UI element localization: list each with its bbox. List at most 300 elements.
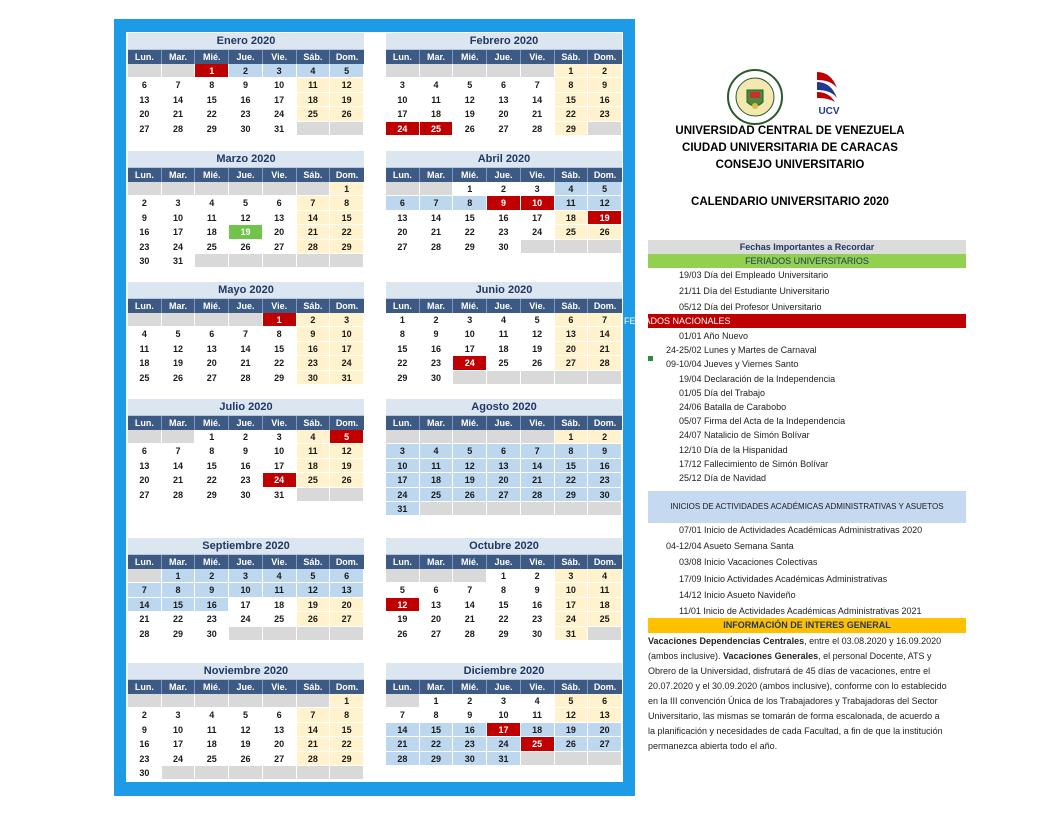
day-cell: 5 [330, 430, 364, 444]
day-cell: 24 [263, 107, 297, 121]
inicios-header: INICIOS DE ACTIVIDADES ACADÉMICAS ADMINISTRATIVAS Y ASUETOS [648, 491, 966, 523]
day-cell: 1 [195, 64, 229, 78]
empty-day-cell [297, 122, 331, 136]
general-text-2: , el personal Docente, ATS y Obrero de la Universidad, disfrutará de 45 días de vacaciones, entre el 20.07.2020 y el 30.09.2020 (ambos inclusive), conforme con lo establecido en la III convención Única de los Trabajadores y Trabajadoras del Sector Universitario, las mismas se tomarán de forma escalonada, de acuerdo a la planificación y necesidades de cada Facultad, a fin de que la institución permanezca abierta todo el año. [648, 651, 947, 751]
calendar-title: CALENDARIO UNIVERSITARIO 2020 [691, 196, 889, 208]
week-row [128, 473, 364, 487]
empty-day-cell [229, 313, 263, 327]
day-cell: 30 [297, 371, 331, 385]
list-item: 01/01 Año Nuevo [679, 331, 749, 341]
day-cell: 19 [297, 598, 331, 612]
weekday-label: Mar. [162, 168, 196, 182]
day-cell: 11 [420, 93, 454, 107]
day-cell: 6 [263, 708, 297, 722]
day-cell: 1 [555, 430, 589, 444]
day-cell: 9 [521, 583, 555, 597]
cell-marker [648, 356, 653, 361]
weekday-label: Dom. [335, 557, 359, 567]
day-cell: 2 [128, 708, 162, 722]
day-cell: 25 [195, 240, 229, 254]
empty-day-cell [453, 430, 487, 444]
day-cell: 18 [195, 737, 229, 751]
weekday-label: Jue. [487, 168, 521, 182]
day-cell: 4 [588, 569, 622, 583]
day-cell: 23 [229, 107, 263, 121]
day-cell: 14 [297, 211, 331, 225]
weekday-label: Sáb. [555, 555, 589, 569]
day-cell: 22 [555, 107, 589, 121]
day-cell: 19 [453, 107, 487, 121]
day-cell: 11 [555, 196, 589, 210]
empty-day-cell [386, 182, 420, 196]
week-row [128, 254, 364, 268]
day-cell: 16 [588, 459, 622, 473]
week-row [386, 371, 622, 385]
weekday-label: Mar. [162, 680, 196, 694]
day-cell: 16 [229, 459, 263, 473]
day-cell: 4 [420, 78, 454, 92]
week-row [128, 752, 364, 766]
list-item: 19/03 Día del Empleado Universitario [679, 270, 829, 280]
day-cell: 9 [229, 444, 263, 458]
month-calendar [128, 282, 364, 385]
weekday-label: Vie. [521, 416, 555, 430]
day-cell: 18 [487, 342, 521, 356]
list-item: 24/07 Natalicio de Simón Bolívar [679, 430, 810, 441]
week-row [386, 473, 622, 487]
week-row [386, 64, 622, 78]
empty-day-cell [487, 64, 521, 78]
day-cell: 28 [229, 371, 263, 385]
day-cell: 11 [588, 583, 622, 597]
day-cell: 4 [297, 430, 331, 444]
weekday-label: Sáb. [297, 555, 331, 569]
weekday-header-row [128, 680, 364, 694]
weekday-label: Sáb. [555, 680, 589, 694]
list-item: 12/10 Día de la Hispanidad [679, 444, 788, 455]
weekday-label: Vie. [263, 680, 297, 694]
day-cell: 26 [229, 752, 263, 766]
day-cell: 1 [386, 313, 420, 327]
day-cell: 25 [588, 612, 622, 626]
weekday-label: Jue. [229, 50, 263, 64]
weekday-label: Sáb. [555, 416, 589, 430]
day-cell: 21 [386, 737, 420, 751]
empty-day-cell [229, 627, 263, 641]
empty-day-cell [521, 430, 555, 444]
day-cell: 9 [487, 196, 521, 210]
weekday-label: Vie. [521, 555, 555, 569]
day-cell: 15 [453, 211, 487, 225]
day-cell: 8 [555, 78, 589, 92]
day-cell: 16 [487, 211, 521, 225]
week-row [386, 196, 622, 210]
empty-day-cell [162, 64, 196, 78]
weekday-label: Vie. [263, 168, 297, 182]
day-cell: 3 [386, 78, 420, 92]
empty-day-cell [555, 752, 589, 766]
day-cell: 6 [555, 313, 589, 327]
day-cell: 19 [229, 225, 263, 239]
day-cell: 24 [229, 612, 263, 626]
day-cell: 18 [263, 598, 297, 612]
day-cell: 31 [263, 122, 297, 136]
day-cell: 13 [487, 459, 521, 473]
day-cell: 27 [588, 737, 622, 751]
day-cell: 10 [263, 78, 297, 92]
list-item: 07/01 Inicio de Actividades Académicas Administrativas 2020 [679, 525, 923, 535]
day-cell: 24 [555, 612, 589, 626]
weekday-label: Mar. [420, 680, 454, 694]
day-cell: 12 [521, 327, 555, 341]
list-item: 25/12 Día de Navidad [679, 473, 767, 483]
day-cell: 23 [521, 612, 555, 626]
weekday-label: Mié. [195, 299, 229, 313]
general-bold-2: Vacaciones Generales [723, 651, 819, 661]
day-cell: 8 [453, 196, 487, 210]
day-cell: 26 [386, 627, 420, 641]
general-info-header: INFORMACIÓN DE INTERES GENERAL [648, 618, 966, 633]
day-cell: 18 [297, 459, 331, 473]
day-cell: 24 [386, 488, 420, 502]
weekday-label: Jue. [229, 299, 263, 313]
empty-day-cell [195, 182, 229, 196]
list-item: 14/12 Inicio Asueto Navideño [679, 589, 796, 600]
empty-day-cell [330, 122, 364, 136]
day-cell: 21 [128, 612, 162, 626]
day-cell: 5 [229, 196, 263, 210]
month-calendar [386, 399, 622, 516]
day-cell: 9 [297, 327, 331, 341]
day-cell: 26 [453, 488, 487, 502]
day-cell: 12 [297, 583, 331, 597]
weekday-label: Vie. [263, 299, 297, 313]
day-cell: 21 [229, 356, 263, 370]
day-cell: 22 [453, 225, 487, 239]
empty-day-cell [128, 182, 162, 196]
day-cell: 12 [588, 196, 622, 210]
day-cell: 27 [555, 356, 589, 370]
day-cell: 7 [521, 444, 555, 458]
day-cell: 15 [487, 598, 521, 612]
day-cell: 28 [588, 356, 622, 370]
day-cell: 5 [386, 583, 420, 597]
day-cell: 20 [487, 473, 521, 487]
day-cell: 2 [420, 313, 454, 327]
day-cell: 4 [263, 569, 297, 583]
weekday-label: Dom. [593, 418, 617, 428]
week-row [128, 240, 364, 254]
week-row [128, 569, 364, 583]
day-cell: 17 [453, 342, 487, 356]
day-cell: 10 [555, 583, 589, 597]
weekday-label: Jue. [487, 680, 521, 694]
day-cell: 6 [128, 78, 162, 92]
day-cell: 3 [263, 64, 297, 78]
week-row [386, 694, 622, 708]
day-cell: 14 [297, 723, 331, 737]
weekday-label: Dom. [593, 301, 617, 311]
day-cell: 16 [229, 93, 263, 107]
week-row [128, 708, 364, 722]
day-cell: 4 [487, 313, 521, 327]
day-cell: 3 [521, 182, 555, 196]
day-cell: 29 [263, 371, 297, 385]
empty-day-cell [521, 64, 555, 78]
day-cell: 10 [453, 327, 487, 341]
list-item: 04-12/04 Asueto Semana Santa [666, 541, 794, 552]
weekday-label: Lun. [386, 555, 420, 569]
week-row [128, 327, 364, 341]
empty-day-cell [195, 694, 229, 708]
day-cell: 28 [297, 752, 331, 766]
weekday-label: Dom. [335, 52, 359, 62]
day-cell: 23 [588, 107, 622, 121]
week-row [386, 444, 622, 458]
day-cell: 25 [420, 488, 454, 502]
day-cell: 29 [195, 122, 229, 136]
day-cell: 2 [453, 694, 487, 708]
empty-day-cell [386, 430, 420, 444]
day-cell: 2 [229, 64, 263, 78]
day-cell: 1 [453, 182, 487, 196]
week-row [386, 627, 622, 641]
day-cell: 7 [588, 313, 622, 327]
day-cell: 26 [555, 737, 589, 751]
university-name: UNIVERSIDAD CENTRAL DE VENEZUELA [675, 125, 905, 137]
week-row [386, 225, 622, 239]
month-calendar [128, 151, 364, 268]
day-cell: 15 [386, 342, 420, 356]
day-cell: 23 [297, 356, 331, 370]
week-row [128, 356, 364, 370]
day-cell: 19 [330, 459, 364, 473]
day-cell: 7 [386, 708, 420, 722]
empty-day-cell [555, 502, 589, 516]
empty-day-cell [386, 694, 420, 708]
day-cell: 22 [162, 612, 196, 626]
day-cell: 28 [420, 240, 454, 254]
day-cell: 13 [487, 93, 521, 107]
day-cell: 7 [128, 583, 162, 597]
day-cell: 14 [588, 327, 622, 341]
day-cell: 17 [555, 598, 589, 612]
month-title: Enero 2020 [128, 33, 364, 50]
week-row [386, 107, 622, 121]
empty-day-cell [420, 64, 454, 78]
day-cell: 27 [487, 122, 521, 136]
day-cell: 27 [128, 122, 162, 136]
weekday-label: Lun. [386, 416, 420, 430]
list-item: 05/12 Día del Profesor Universitario [679, 302, 822, 312]
day-cell: 28 [297, 240, 331, 254]
weekday-label: Vie. [263, 555, 297, 569]
month-calendar [386, 663, 622, 766]
empty-day-cell [330, 488, 364, 502]
empty-day-cell [128, 313, 162, 327]
day-cell: 29 [386, 371, 420, 385]
day-cell: 20 [195, 356, 229, 370]
campus-name: CIUDAD UNIVERSITARIA DE CARACAS [682, 142, 898, 154]
week-row [386, 708, 622, 722]
day-cell: 1 [330, 694, 364, 708]
day-cell: 31 [555, 627, 589, 641]
day-cell: 21 [521, 473, 555, 487]
day-cell: 10 [521, 196, 555, 210]
day-cell: 8 [487, 583, 521, 597]
day-cell: 25 [487, 356, 521, 370]
weekday-label: Vie. [521, 50, 555, 64]
day-cell: 27 [487, 488, 521, 502]
weekday-label: Dom. [335, 301, 359, 311]
weekday-label: Sáb. [297, 50, 331, 64]
day-cell: 27 [386, 240, 420, 254]
week-row [128, 211, 364, 225]
day-cell: 9 [128, 723, 162, 737]
empty-day-cell [297, 694, 331, 708]
weekday-label: Vie. [521, 168, 555, 182]
day-cell: 30 [128, 766, 162, 780]
weekday-label: Jue. [229, 168, 263, 182]
empty-day-cell [263, 627, 297, 641]
day-cell: 6 [487, 78, 521, 92]
empty-day-cell [555, 371, 589, 385]
day-cell: 25 [297, 473, 331, 487]
weekday-header-row [128, 168, 364, 182]
day-cell: 8 [386, 327, 420, 341]
day-cell: 30 [128, 254, 162, 268]
day-cell: 26 [297, 612, 331, 626]
month-title: Junio 2020 [386, 282, 622, 299]
day-cell: 1 [555, 64, 589, 78]
empty-day-cell [162, 694, 196, 708]
general-bold-1: Vacaciones Dependencias Centrales [648, 636, 805, 646]
list-item: 24-25/02 Lunes y Martes de Carnaval [666, 345, 817, 356]
day-cell: 8 [330, 708, 364, 722]
empty-day-cell [162, 182, 196, 196]
weekday-label: Vie. [521, 299, 555, 313]
day-cell: 21 [162, 473, 196, 487]
week-row [128, 583, 364, 597]
day-cell: 27 [330, 612, 364, 626]
weekday-label: Mié. [453, 168, 487, 182]
day-cell: 21 [297, 737, 331, 751]
list-item: 03/08 Inicio Vacaciones Colectivas [679, 557, 818, 568]
day-cell: 27 [263, 752, 297, 766]
day-cell: 12 [453, 93, 487, 107]
month-calendar [128, 538, 364, 641]
day-cell: 28 [162, 488, 196, 502]
day-cell: 3 [229, 569, 263, 583]
day-cell: 13 [420, 598, 454, 612]
week-row [128, 430, 364, 444]
empty-day-cell [330, 254, 364, 268]
day-cell: 11 [128, 342, 162, 356]
day-cell: 18 [128, 356, 162, 370]
day-cell: 8 [195, 78, 229, 92]
month-calendar [128, 33, 364, 136]
day-cell: 29 [487, 627, 521, 641]
day-cell: 18 [588, 598, 622, 612]
day-cell: 3 [330, 313, 364, 327]
feriados-universitarios-header: FERIADOS UNIVERSITARIOS [648, 254, 966, 268]
weekday-label: Jue. [229, 416, 263, 430]
week-row [386, 122, 622, 136]
day-cell: 3 [386, 444, 420, 458]
day-cell: 7 [162, 78, 196, 92]
day-cell: 4 [420, 444, 454, 458]
empty-day-cell [229, 694, 263, 708]
weekday-header-row [128, 50, 364, 64]
month-title: Abril 2020 [386, 151, 622, 168]
day-cell: 29 [555, 122, 589, 136]
day-cell: 10 [487, 708, 521, 722]
day-cell: 12 [386, 598, 420, 612]
day-cell: 24 [521, 225, 555, 239]
week-row [128, 122, 364, 136]
day-cell: 22 [330, 737, 364, 751]
empty-day-cell [195, 766, 229, 780]
day-cell: 18 [297, 93, 331, 107]
day-cell: 1 [162, 569, 196, 583]
day-cell: 2 [297, 313, 331, 327]
empty-day-cell [420, 182, 454, 196]
empty-day-cell [263, 182, 297, 196]
day-cell: 27 [263, 240, 297, 254]
weekday-label: Lun. [386, 168, 420, 182]
week-row [128, 488, 364, 502]
weekday-header-row [128, 416, 364, 430]
day-cell: 5 [453, 444, 487, 458]
day-cell: 23 [128, 752, 162, 766]
empty-day-cell [588, 752, 622, 766]
day-cell: 2 [128, 196, 162, 210]
day-cell: 16 [420, 342, 454, 356]
empty-day-cell [297, 766, 331, 780]
day-cell: 3 [487, 694, 521, 708]
day-cell: 31 [162, 254, 196, 268]
day-cell: 18 [521, 723, 555, 737]
day-cell: 13 [555, 327, 589, 341]
empty-day-cell [263, 254, 297, 268]
week-row [128, 459, 364, 473]
weekday-label: Jue. [229, 555, 263, 569]
day-cell: 16 [297, 342, 331, 356]
list-item: 24/06 Batalla de Carabobo [679, 402, 787, 412]
day-cell: 9 [195, 583, 229, 597]
weekday-label: Vie. [263, 416, 297, 430]
day-cell: 20 [487, 107, 521, 121]
day-cell: 14 [386, 723, 420, 737]
day-cell: 31 [263, 488, 297, 502]
weekday-label: Vie. [521, 680, 555, 694]
day-cell: 6 [386, 196, 420, 210]
day-cell: 30 [521, 627, 555, 641]
day-cell: 23 [128, 240, 162, 254]
day-cell: 8 [420, 708, 454, 722]
week-row [386, 737, 622, 751]
weekday-label: Dom. [593, 682, 617, 692]
day-cell: 30 [453, 752, 487, 766]
weekday-label: Mar. [162, 416, 196, 430]
day-cell: 11 [297, 444, 331, 458]
day-cell: 9 [588, 78, 622, 92]
week-row [128, 627, 364, 641]
day-cell: 30 [420, 371, 454, 385]
week-row [386, 598, 622, 612]
week-row [386, 240, 622, 254]
week-row [386, 78, 622, 92]
